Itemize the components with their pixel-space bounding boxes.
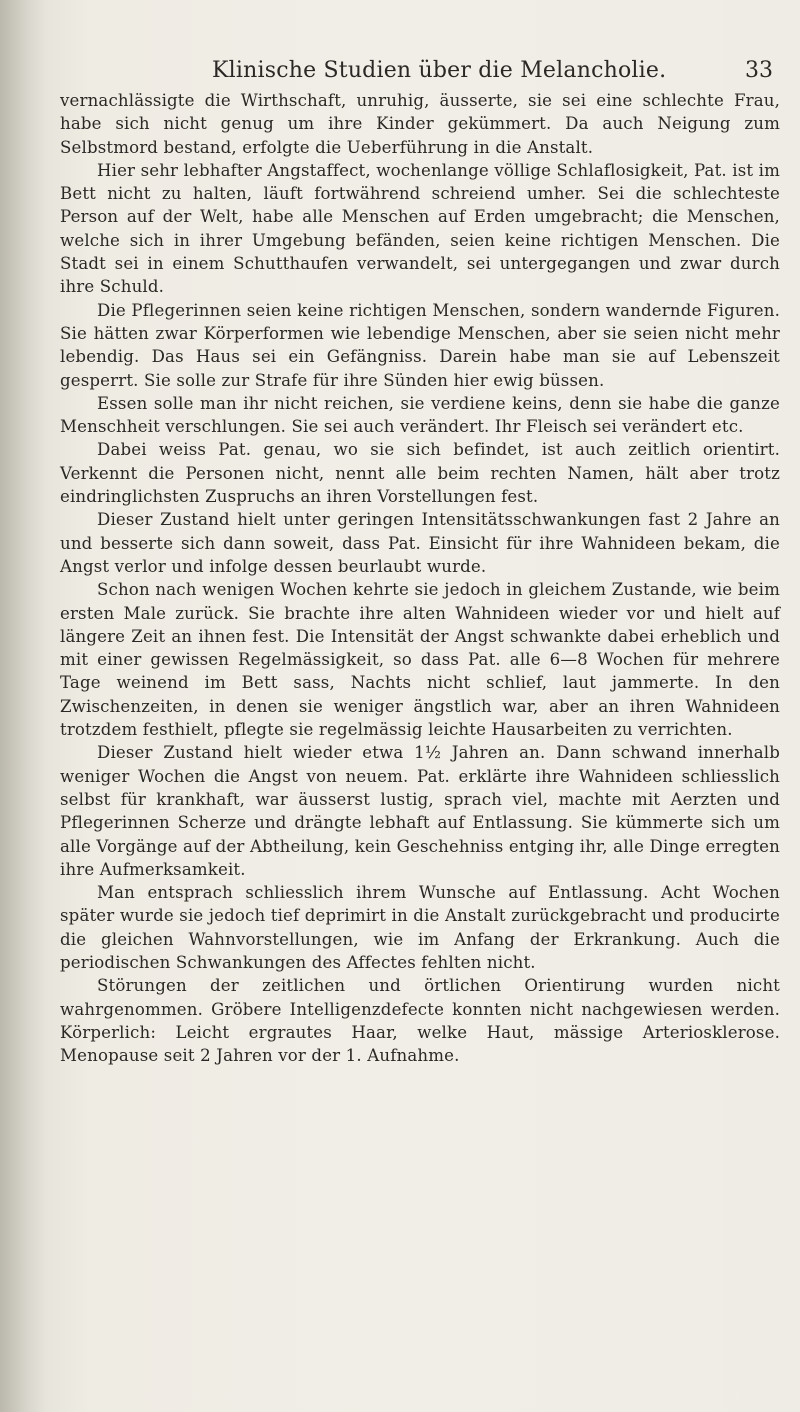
binding-shadow xyxy=(0,0,46,1412)
paragraph: Die Pflegerinnen seien keine richtigen Menschen, sondern wandernde Figuren. Sie hätten zwar Körperformen wie lebendige Menschen, aber sie seien nicht mehr lebendig. Das Haus sei ein Gefängniss. Darein habe man sie auf Lebenszeit gesperrt. Sie solle zur Strafe für ihre Sünden hier ewig büssen. xyxy=(60,300,780,390)
running-title: Klinische Studien über die Melancholie. xyxy=(212,58,667,83)
paragraph: Störungen der zeitlichen und örtlichen Orientirung wurden nicht wahrgenommen. Gröbere Intelligenzdefecte konnten nicht nachgewiesen werden. Körperlich: Leicht ergrautes Haar, welke Haut, mässige Arteriosklerose. Menopause seit 2 Jahren vor der 1. Aufnahme. xyxy=(60,976,780,1066)
paragraph: Schon nach wenigen Wochen kehrte sie jedoch in gleichem Zustande, wie beim ersten Male zurück. Sie brachte ihre alten Wahnideen wieder vor und hielt auf längere Zeit an ihnen fest. Die Intensität der Angst schwankte dabei erheblich und mit einer gewissen Regelmässigkeit, so dass Pat. alle 6—8 Wochen für mehrere Tage weinend im Bett sass, Nachts nicht schlief, laut jammerte. In den Zwischenzeiten, in denen sie weniger ängstlich war, aber an ihren Wahnideen trotzdem festhielt, pflegte sie regelmässig leichte Hausarbeiten zu verrichten. xyxy=(60,580,780,740)
paragraph: Dabei weiss Pat. genau, wo sie sich befindet, ist auch zeitlich orientirt. Verkennt die Personen nicht, nennt alle beim rechten Namen, hält aber trotz eindringlichsten Zuspruchs an ihren Vorstellungen fest. xyxy=(60,440,780,507)
page-number: 33 xyxy=(745,58,773,83)
paragraph: Dieser Zustand hielt wieder etwa 1½ Jahren an. Dann schwand innerhalb weniger Wochen die Angst von neuem. Pat. erklärte ihre Wahnideen schliesslich selbst für krankhaft, war äusserst lustig, sprach viel, machte mit Aerzten und Pflegerinnen Scherze und drängte lebhaft auf Entlassung. Sie kümmerte sich um alle Vorgänge auf der Abtheilung, kein Geschehniss entging ihr, alle Dinge erregten ihre Aufmerksamkeit. xyxy=(60,743,780,879)
paragraph: Hier sehr lebhafter Angstaffect, wochenlange völlige Schlaflosigkeit, Pat. ist im Bett nicht zu halten, läuft fortwährend schreiend umher. Sei die schlechteste Person auf der Welt, habe alle Menschen auf Erden umgebracht; die Menschen, welche sich in ihrer Umgebung befänden, seien keine richtigen Menschen. Die Stadt sei in einem Schutthaufen verwandelt, sei untergegangen und zwar durch ihre Schuld. xyxy=(60,160,780,297)
paragraph: Dieser Zustand hielt unter geringen Intensitätsschwankungen fast 2 Jahre an und besserte sich dann soweit, dass Pat. Einsicht für ihre Wahnideen bekam, die Angst verlor und infolge dessen beurlaubt wurde. xyxy=(60,510,780,576)
body-text xyxy=(60,89,780,1067)
paragraph: Essen solle man ihr nicht reichen, sie verdiene keins, denn sie habe die ganze Menschheit verschlungen. Sie sei auch verändert. Ihr Fleisch sei verändert etc. xyxy=(60,393,780,437)
paragraph: Man entsprach schliesslich ihrem Wunsche auf Entlassung. Acht Wochen später wurde sie jedoch tief deprimirt in die Anstalt zurückgebracht und producirte die gleichen Wahnvorstellungen, wie im Anfang der Erkrankung. Auch die periodischen Schwankungen des Affectes fehlten nicht. xyxy=(60,883,780,972)
paragraph: vernachlässigte die Wirthschaft, unruhig, äusserte, sie sei eine schlechte Frau, habe sich nicht genug um ihre Kinder gekümmert. Da auch Neigung zum Selbstmord bestand, erfolgte die Ueberführung in die Anstalt. xyxy=(60,91,780,157)
